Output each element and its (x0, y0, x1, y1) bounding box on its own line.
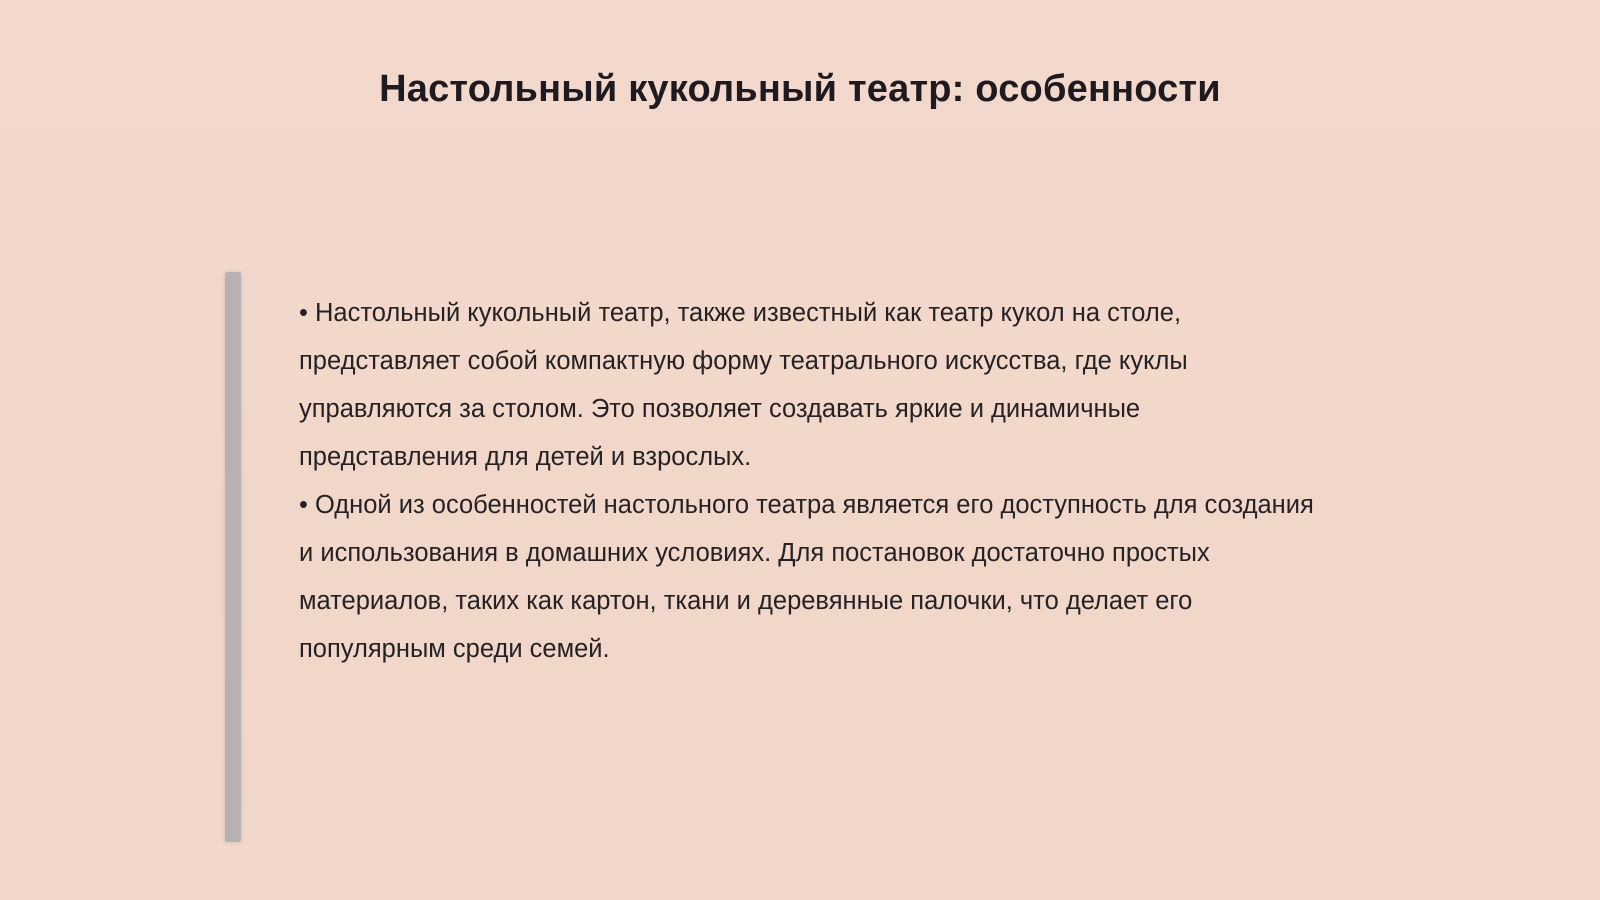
bullet-item-1: • Настольный кукольный театр, также известный как театр кукол на столе, представляет собой компактную форму театрального искусства, где куклы управляются за столом. Это позволяет создавать яркие и динамичные представления для детей и взрослых. (299, 299, 1188, 471)
bullet-item-2: • Одной из особенностей настольного театра является его доступность для создания и использования в домашних условиях. Для постановок достаточно простых материалов, таких как картон, ткани и деревянные палочки, что делает его популярным среди семей. (299, 491, 1314, 663)
slide-body (299, 289, 1319, 673)
accent-bar (225, 272, 241, 842)
slide-title: Настольный кукольный театр: особенности (379, 68, 1221, 110)
